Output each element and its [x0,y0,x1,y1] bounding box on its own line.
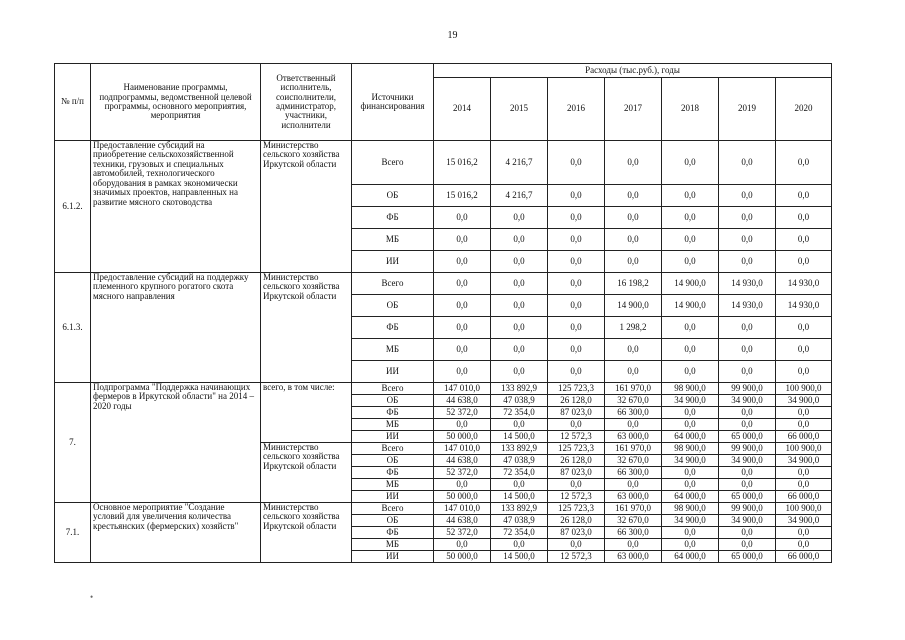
expense-value: 52 372,0 [434,527,491,539]
funding-source: ИИ [352,251,434,273]
responsible: Министерство сельского хозяйства Иркутской области [261,503,352,563]
expense-value: 0,0 [719,407,776,419]
responsible: Министерство сельского хозяйства Иркутской области [261,443,352,503]
expense-value: 14 930,0 [719,273,776,295]
expense-value: 15 016,2 [434,141,491,185]
expense-value: 14 500,0 [491,491,548,503]
header-year: 2015 [491,78,548,141]
header-year: 2018 [662,78,719,141]
expense-value: 65 000,0 [719,491,776,503]
expense-value: 0,0 [776,539,832,551]
table-row [55,383,832,395]
expense-value: 161 970,0 [605,503,662,515]
expense-value: 26 128,0 [548,455,605,467]
expense-value: 26 128,0 [548,515,605,527]
expense-value: 66 000,0 [776,431,832,443]
item-name: Подпрограмма "Поддержка начинающих фермеров в Иркутской области" на 2014 – 2020 годы [91,383,261,503]
item-number: 6.1.2. [55,141,91,273]
expense-value: 0,0 [719,479,776,491]
expense-value: 66 000,0 [776,551,832,563]
funding-source: ФБ [352,207,434,229]
expense-value: 99 900,0 [719,383,776,395]
expense-value: 15 016,2 [434,185,491,207]
expense-value: 0,0 [776,467,832,479]
header-num: № п/п [55,64,91,141]
expense-value: 4 216,7 [491,185,548,207]
expense-value: 16 198,2 [605,273,662,295]
expense-value: 50 000,0 [434,491,491,503]
expense-value: 0,0 [548,317,605,339]
expense-value: 0,0 [719,185,776,207]
expense-value: 0,0 [719,251,776,273]
expense-value: 125 723,3 [548,443,605,455]
expense-value: 12 572,3 [548,551,605,563]
funding-source: Всего [352,383,434,395]
expense-value: 0,0 [548,419,605,431]
expense-value: 14 930,0 [776,295,832,317]
expense-value: 0,0 [605,479,662,491]
expense-value: 0,0 [491,479,548,491]
expense-value: 0,0 [662,467,719,479]
expense-value: 0,0 [434,207,491,229]
expense-value: 0,0 [605,339,662,361]
expense-value: 0,0 [548,185,605,207]
funding-source: МБ [352,339,434,361]
expense-value: 0,0 [434,295,491,317]
expense-value: 12 572,3 [548,431,605,443]
expense-value: 100 900,0 [776,443,832,455]
header-year: 2016 [548,78,605,141]
expense-value: 0,0 [776,229,832,251]
expense-value: 0,0 [719,419,776,431]
expense-value: 0,0 [776,479,832,491]
expense-value: 0,0 [548,229,605,251]
expense-value: 0,0 [548,295,605,317]
expense-value: 0,0 [548,339,605,361]
expense-value: 1 298,2 [605,317,662,339]
funding-source: ОБ [352,295,434,317]
expense-value: 0,0 [719,361,776,383]
expense-value: 0,0 [719,339,776,361]
expense-value: 0,0 [491,207,548,229]
funding-source: МБ [352,539,434,551]
expense-value: 65 000,0 [719,431,776,443]
expense-value: 44 638,0 [434,515,491,527]
expense-value: 0,0 [434,361,491,383]
expense-value: 98 900,0 [662,503,719,515]
expense-value: 0,0 [662,317,719,339]
expense-value: 98 900,0 [662,383,719,395]
expense-value: 0,0 [491,539,548,551]
funding-source: ИИ [352,361,434,383]
expense-value: 0,0 [776,419,832,431]
expense-value: 100 900,0 [776,503,832,515]
expense-value: 34 900,0 [719,455,776,467]
expense-value: 32 670,0 [605,515,662,527]
expense-value: 0,0 [719,539,776,551]
scan-mark: • [90,592,94,602]
expense-value: 0,0 [434,317,491,339]
expense-value: 66 300,0 [605,467,662,479]
expense-value: 12 572,3 [548,491,605,503]
expense-value: 34 900,0 [776,455,832,467]
expense-value: 0,0 [662,419,719,431]
expense-value: 72 354,0 [491,527,548,539]
expense-value: 0,0 [491,251,548,273]
expense-value: 100 900,0 [776,383,832,395]
header-expenses: Расходы (тыс.руб.), годы [434,64,832,78]
funding-source: ОБ [352,455,434,467]
expense-value: 0,0 [662,251,719,273]
table-row [55,273,832,295]
funding-source: ИИ [352,491,434,503]
expense-value: 44 638,0 [434,395,491,407]
expense-value: 0,0 [434,251,491,273]
expense-value: 0,0 [548,251,605,273]
item-number: 7.1. [55,503,91,563]
expense-value: 34 900,0 [662,515,719,527]
expense-value: 47 038,9 [491,395,548,407]
expense-value: 147 010,0 [434,503,491,515]
expense-value: 0,0 [719,467,776,479]
funding-source: МБ [352,229,434,251]
expense-value: 0,0 [719,317,776,339]
expense-value: 0,0 [605,419,662,431]
expense-value: 0,0 [491,361,548,383]
expense-value: 0,0 [548,361,605,383]
expense-value: 0,0 [776,339,832,361]
funding-source: ИИ [352,431,434,443]
expense-value: 14 930,0 [719,295,776,317]
expense-value: 0,0 [662,229,719,251]
item-name: Предоставление субсидий на приобретение сельскохозяйственной техники, грузовых и специальных автомобилей, технологического оборудования в рамках экономически значимых проектов, направленных на развитие мясного скотоводства [91,141,261,273]
funding-source: ОБ [352,515,434,527]
expense-value: 14 500,0 [491,431,548,443]
expense-value: 0,0 [605,185,662,207]
item-number: 6.1.3. [55,273,91,383]
expense-value: 32 670,0 [605,455,662,467]
expense-value: 0,0 [662,479,719,491]
expense-value: 0,0 [491,339,548,361]
expense-value: 0,0 [605,361,662,383]
expense-value: 50 000,0 [434,431,491,443]
expense-value: 147 010,0 [434,443,491,455]
expense-value: 26 128,0 [548,395,605,407]
funding-source: МБ [352,419,434,431]
expense-value: 0,0 [776,361,832,383]
expense-value: 0,0 [776,207,832,229]
expense-value: 64 000,0 [662,491,719,503]
table-row [55,503,832,515]
funding-source: Всего [352,443,434,455]
funding-source: ИИ [352,551,434,563]
expense-value: 98 900,0 [662,443,719,455]
expense-value: 34 900,0 [662,395,719,407]
expense-value: 4 216,7 [491,141,548,185]
responsible: Министерство сельского хозяйства Иркутской области [261,141,352,273]
expense-value: 0,0 [491,273,548,295]
funding-source: ФБ [352,407,434,419]
expense-value: 0,0 [719,207,776,229]
expense-value: 0,0 [605,207,662,229]
funding-source: ФБ [352,527,434,539]
expense-value: 0,0 [662,141,719,185]
expense-value: 0,0 [491,295,548,317]
expense-value: 52 372,0 [434,407,491,419]
expense-value: 147 010,0 [434,383,491,395]
expense-value: 14 930,0 [776,273,832,295]
budget-table [54,63,832,563]
expense-value: 66 300,0 [605,527,662,539]
expense-value: 63 000,0 [605,491,662,503]
expense-value: 0,0 [491,317,548,339]
expense-value: 87 023,0 [548,407,605,419]
expense-value: 0,0 [434,273,491,295]
expense-value: 0,0 [548,273,605,295]
expense-value: 161 970,0 [605,443,662,455]
expense-value: 125 723,3 [548,503,605,515]
header-year: 2020 [776,78,832,141]
expense-value: 0,0 [662,185,719,207]
expense-value: 0,0 [662,527,719,539]
expense-value: 64 000,0 [662,551,719,563]
expense-value: 0,0 [434,479,491,491]
expense-value: 0,0 [719,527,776,539]
expense-value: 47 038,9 [491,455,548,467]
expense-value: 0,0 [548,539,605,551]
expense-value: 34 900,0 [719,515,776,527]
expense-value: 99 900,0 [719,443,776,455]
expense-value: 34 900,0 [662,455,719,467]
expense-value: 0,0 [776,251,832,273]
funding-source: ОБ [352,395,434,407]
item-number: 7. [55,383,91,503]
expense-value: 66 000,0 [776,491,832,503]
expense-value: 0,0 [662,339,719,361]
expense-value: 0,0 [662,207,719,229]
expense-value: 0,0 [662,539,719,551]
expense-value: 99 900,0 [719,503,776,515]
expense-value: 47 038,9 [491,515,548,527]
expense-value: 0,0 [605,251,662,273]
funding-source: Всего [352,141,434,185]
expense-value: 14 900,0 [662,273,719,295]
expense-value: 63 000,0 [605,551,662,563]
expense-value: 0,0 [662,407,719,419]
expense-value: 0,0 [434,539,491,551]
expense-value: 0,0 [491,229,548,251]
expense-value: 0,0 [776,407,832,419]
header-source: Источники финансирования [352,64,434,141]
expense-value: 0,0 [434,419,491,431]
expense-value: 34 900,0 [719,395,776,407]
expense-value: 64 000,0 [662,431,719,443]
funding-source: ОБ [352,185,434,207]
expense-value: 87 023,0 [548,527,605,539]
expense-value: 0,0 [776,527,832,539]
item-name: Предоставление субсидий на поддержку племенного крупного рогатого скота мясного направления [91,273,261,383]
expense-value: 0,0 [719,141,776,185]
expense-value: 133 892,9 [491,503,548,515]
funding-source: Всего [352,503,434,515]
header-year: 2017 [605,78,662,141]
expense-value: 87 023,0 [548,467,605,479]
expense-value: 0,0 [776,141,832,185]
expense-value: 32 670,0 [605,395,662,407]
expense-value: 34 900,0 [776,515,832,527]
expense-value: 34 900,0 [776,395,832,407]
header-year: 2014 [434,78,491,141]
expense-value: 14 900,0 [662,295,719,317]
expense-value: 72 354,0 [491,407,548,419]
header-name: Наименование программы, подпрограммы, ведомственной целевой программы, основного мероприятия, мероприятия [91,64,261,141]
expense-value: 66 300,0 [605,407,662,419]
page-number: 19 [447,30,458,41]
funding-source: МБ [352,479,434,491]
expense-value: 0,0 [434,339,491,361]
expense-value: 14 900,0 [605,295,662,317]
expense-value: 50 000,0 [434,551,491,563]
expense-value: 0,0 [548,479,605,491]
expense-value: 161 970,0 [605,383,662,395]
table-row [55,141,832,185]
funding-source: ФБ [352,467,434,479]
header-year: 2019 [719,78,776,141]
expense-value: 44 638,0 [434,455,491,467]
expense-value: 0,0 [548,141,605,185]
expense-value: 125 723,3 [548,383,605,395]
expense-value: 63 000,0 [605,431,662,443]
responsible-total: всего, в том числе: [261,383,352,443]
expense-value: 65 000,0 [719,551,776,563]
expense-value: 0,0 [548,207,605,229]
expense-value: 0,0 [662,361,719,383]
item-name: Основное мероприятие "Создание условий для увеличения количества крестьянских (фермерских) хозяйств" [91,503,261,563]
expense-value: 52 372,0 [434,467,491,479]
expense-value: 0,0 [719,229,776,251]
expense-value: 133 892,9 [491,443,548,455]
funding-source: ФБ [352,317,434,339]
expense-value: 0,0 [605,229,662,251]
expense-value: 72 354,0 [491,467,548,479]
header-responsible: Ответственный исполнитель, соисполнители, администратор, участники, исполнители [261,64,352,141]
expense-value: 0,0 [776,317,832,339]
expense-value: 0,0 [434,229,491,251]
expense-value: 0,0 [776,185,832,207]
expense-value: 14 500,0 [491,551,548,563]
expense-value: 0,0 [605,539,662,551]
expense-value: 0,0 [491,419,548,431]
responsible: Министерство сельского хозяйства Иркутской области [261,273,352,383]
expense-value: 133 892,9 [491,383,548,395]
expense-value: 0,0 [605,141,662,185]
funding-source: Всего [352,273,434,295]
